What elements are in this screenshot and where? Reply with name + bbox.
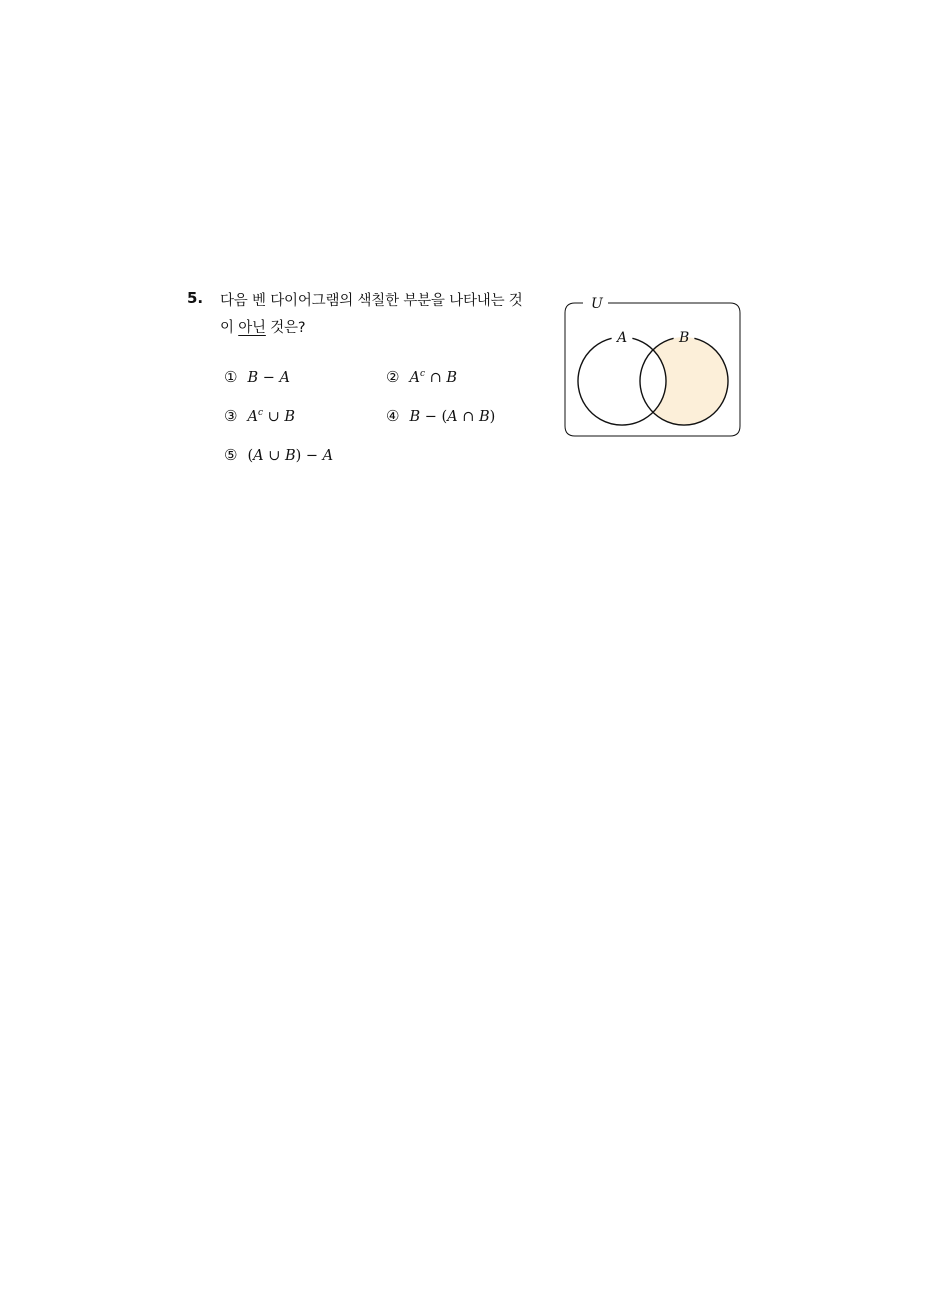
question-number: 5. bbox=[187, 289, 204, 307]
choice-4[interactable] bbox=[386, 407, 495, 425]
choice-marker: ① bbox=[224, 368, 238, 386]
choice-2[interactable] bbox=[386, 368, 457, 386]
set-b-label: B bbox=[679, 330, 690, 346]
choice-marker: ③ bbox=[224, 407, 238, 425]
venn-diagram bbox=[560, 290, 746, 442]
choice-expression: B − A bbox=[247, 370, 290, 386]
shaded-region bbox=[560, 290, 746, 442]
choice-marker: ④ bbox=[386, 407, 400, 425]
question-underlined-word: 아닌 bbox=[238, 320, 266, 336]
choice-marker: ② bbox=[386, 368, 400, 386]
choice-5[interactable] bbox=[224, 446, 333, 464]
choice-3[interactable] bbox=[224, 407, 295, 425]
set-a-label: A bbox=[617, 330, 628, 346]
question-text-suffix: 것은? bbox=[265, 320, 306, 336]
choice-expression: B − (A ∩ B) bbox=[409, 409, 496, 425]
choice-expression: $A^c$ ∩ B bbox=[409, 369, 458, 386]
choice-marker: ⑤ bbox=[224, 446, 238, 464]
universe-label: U bbox=[591, 296, 603, 312]
choice-expression: $A^c$ ∪ B bbox=[247, 408, 296, 425]
choice-expression: (A ∪ B) − A bbox=[247, 448, 334, 464]
question-text-line1: 다음 벤 다이어그램의 색칠한 부분을 나타내는 것 bbox=[220, 293, 523, 309]
question-text-line2 bbox=[220, 316, 305, 337]
question-text-prefix: 이 bbox=[220, 320, 239, 336]
choice-1[interactable] bbox=[224, 368, 290, 386]
